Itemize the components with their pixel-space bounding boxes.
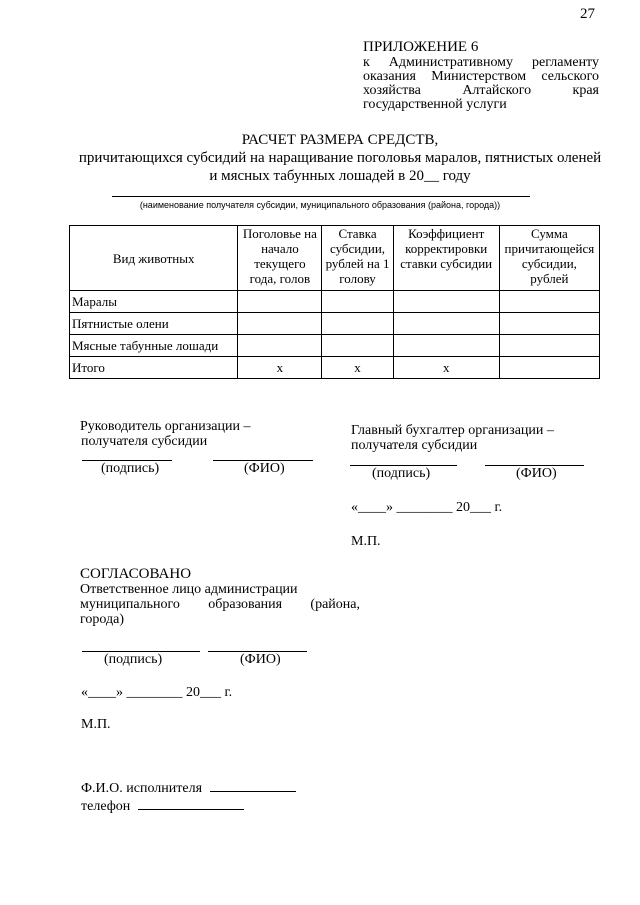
accountant-name-caption: (ФИО) [516, 466, 557, 481]
row-label: Итого [70, 357, 238, 379]
approval-name-caption: (ФИО) [240, 652, 281, 667]
appendix-block [363, 40, 599, 112]
executor-phone-row [81, 799, 244, 815]
table-row [70, 335, 600, 357]
accountant-signature-block [351, 423, 554, 453]
header-animal-type: Вид животных [70, 226, 238, 291]
executor-name-row [81, 781, 296, 797]
head-title-line-2: получателя субсидии [81, 434, 208, 449]
table-cell: x [393, 357, 499, 379]
approval-stamp-mark: М.П. [81, 717, 111, 732]
table-cell: x [238, 357, 322, 379]
table-cell[interactable] [499, 313, 599, 335]
executor-phone-label: телефон [81, 799, 131, 814]
executor-name-label: Ф.И.О. исполнителя [81, 781, 203, 796]
title-line-1: РАСЧЕТ РАЗМЕРА СРЕДСТВ, [241, 132, 439, 148]
table-cell[interactable] [238, 313, 322, 335]
table-cell[interactable] [322, 291, 393, 313]
recipient-caption: (наименование получателя субсидии, муниципального образования (района, города)) [139, 200, 501, 210]
row-label: Мясные табунные лошади [70, 335, 238, 357]
table-cell[interactable] [322, 335, 393, 357]
recipient-name-line[interactable] [112, 196, 530, 197]
table-cell[interactable] [499, 335, 599, 357]
appendix-line: хозяйства Алтайского края [363, 83, 599, 98]
table-cell[interactable] [499, 357, 599, 379]
accountant-title-line-1: Главный бухгалтер организации – [351, 423, 554, 438]
approval-date[interactable]: «____» ________ 20___ г. [81, 685, 233, 700]
table-header-row [70, 226, 600, 291]
head-signature-block [80, 419, 250, 449]
title-line-3: и мясных табунных лошадей в 20__ году [209, 168, 471, 184]
approval-sign-caption: (подпись) [104, 652, 163, 667]
table-cell[interactable] [393, 291, 499, 313]
accountant-sign-caption: (подпись) [372, 466, 431, 481]
table-cell[interactable] [322, 313, 393, 335]
calculation-table [69, 225, 600, 379]
appendix-line: оказания Министерством сельского [363, 69, 599, 84]
appendix-line: к Административному регламенту [363, 55, 599, 70]
appendix-line: государственной услуги [363, 97, 507, 112]
table-cell: x [322, 357, 393, 379]
head-sign-caption: (подпись) [101, 461, 160, 476]
header-amount: Сумма причитающейся субсидии, рублей [499, 226, 599, 291]
table-row [70, 291, 600, 313]
head-name-caption: (ФИО) [244, 461, 285, 476]
table-cell[interactable] [238, 291, 322, 313]
table-cell[interactable] [393, 335, 499, 357]
accountant-title-line-2: получателя субсидии [351, 438, 478, 453]
page-number: 27 [580, 6, 595, 22]
table-row-total [70, 357, 600, 379]
table-cell[interactable] [238, 335, 322, 357]
row-label: Пятнистые олени [70, 313, 238, 335]
row-label: Маралы [70, 291, 238, 313]
header-livestock: Поголовье на начало текущего года, голов [238, 226, 322, 291]
table-cell[interactable] [393, 313, 499, 335]
approval-heading: СОГЛАСОВАНО [80, 566, 192, 582]
table-row [70, 313, 600, 335]
executor-phone-line[interactable] [138, 809, 244, 810]
head-title-line-1: Руководитель организации – [80, 419, 251, 434]
approval-line-1: Ответственное лицо администрации [80, 582, 298, 597]
accountant-stamp-mark: М.П. [351, 534, 381, 549]
table-cell[interactable] [499, 291, 599, 313]
executor-name-line[interactable] [210, 791, 296, 792]
title-line-2: причитающихся субсидий на наращивание поголовья маралов, пятнистых оленей [78, 150, 602, 166]
approval-line-3: города) [80, 612, 124, 627]
header-coefficient: Коэффициент корректировки ставки субсидии [393, 226, 499, 291]
header-rate: Ставка субсидии, рублей на 1 голову [322, 226, 393, 291]
approval-block [80, 567, 360, 627]
document-title [60, 131, 620, 185]
appendix-heading: ПРИЛОЖЕНИЕ 6 [363, 39, 479, 55]
accountant-date[interactable]: «____» ________ 20___ г. [351, 500, 503, 515]
approval-line-2: муниципального образования (района, [80, 597, 360, 612]
